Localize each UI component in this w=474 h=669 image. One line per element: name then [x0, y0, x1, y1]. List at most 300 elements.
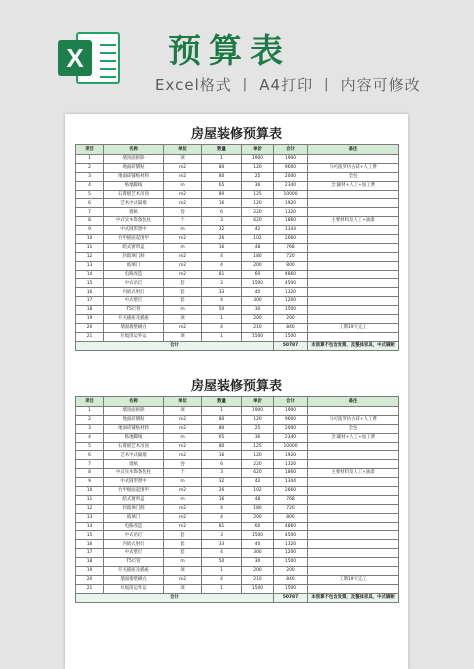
table-cell: 9600: [274, 415, 308, 424]
table-cell: 9: [76, 478, 104, 487]
table-cell: 内嵌式射灯: [104, 540, 164, 549]
table-cell: 4500: [274, 279, 308, 288]
column-header: 单价: [242, 397, 274, 407]
table-cell: [308, 243, 399, 252]
table-row: [76, 451, 399, 460]
column-header: 名称: [104, 397, 164, 407]
table-cell: 个: [164, 217, 202, 226]
table-row: [76, 172, 399, 181]
column-header: 数量: [202, 145, 242, 155]
table-cell: 1500: [242, 584, 274, 593]
table-cell: [308, 199, 399, 208]
table-cell: 8: [76, 469, 104, 478]
table-cell: 墙纸: [104, 460, 164, 469]
table-cell: 15: [76, 279, 104, 288]
table-cell: 10: [76, 235, 104, 244]
table-cell: 20: [76, 323, 104, 332]
table-cell: 3: [202, 469, 242, 478]
table-cell: 1: [202, 584, 242, 593]
table-cell: 48: [242, 495, 274, 504]
table-cell: [308, 567, 399, 576]
table-cell: 16: [76, 540, 104, 549]
table-cell: 垃圾清运外运: [104, 332, 164, 341]
table-row: [76, 522, 399, 531]
table-row: [76, 226, 399, 235]
table-cell: 32: [202, 478, 242, 487]
table-cell: 5: [76, 190, 104, 199]
table-cell: [308, 208, 399, 217]
table-row: [76, 315, 399, 324]
table-cell: 电路改造: [104, 270, 164, 279]
table-cell: 贴地脚线: [104, 181, 164, 190]
table-cell: 6: [76, 199, 104, 208]
table-cell: 16: [202, 243, 242, 252]
table-cell: 石膏板艺术吊顶: [104, 442, 164, 451]
table-cell: 10000: [274, 442, 308, 451]
table-row: [76, 495, 399, 504]
table-cell: 4: [202, 513, 242, 522]
table-cell: 200: [274, 567, 308, 576]
column-header: 单位: [164, 397, 202, 407]
table-cell: m: [164, 226, 202, 235]
table-cell: 36: [242, 433, 274, 442]
budget-table: [75, 144, 399, 351]
table-cell: 2660: [274, 487, 308, 496]
table-row: [76, 433, 399, 442]
total-row: [76, 593, 399, 602]
table-cell: m2: [164, 424, 202, 433]
table-row: [76, 155, 399, 164]
table-cell: 中式壁灯: [104, 549, 164, 558]
table-cell: m2: [164, 415, 202, 424]
budget-table: [75, 396, 399, 603]
table-cell: 马可波罗仿古砖+人工费: [308, 415, 399, 424]
table-cell: m2: [164, 163, 202, 172]
table-cell: 4860: [274, 522, 308, 531]
table-cell: 个: [164, 469, 202, 478]
table-cell: 19: [76, 567, 104, 576]
table-cell: 1344: [274, 226, 308, 235]
table-cell: [308, 513, 399, 522]
table-cell: 80: [202, 442, 242, 451]
table-cell: 2000: [274, 424, 308, 433]
table-row: [76, 323, 399, 332]
table-cell: 180: [242, 252, 274, 261]
banner-header: [0, 0, 474, 110]
table-row: [76, 424, 399, 433]
table-row: [76, 460, 399, 469]
table-row: [76, 407, 399, 416]
table-cell: 主要材料及人工+油漆: [308, 217, 399, 226]
table-row: [76, 279, 399, 288]
table-row: [76, 504, 399, 513]
table-cell: 9600: [274, 163, 308, 172]
table-cell: 620: [242, 469, 274, 478]
table-cell: 马可波罗仿古砖+人工费: [308, 163, 399, 172]
table-cell: 地面砖铺贴: [104, 415, 164, 424]
table-row: [76, 531, 399, 540]
table-cell: 4: [202, 575, 242, 584]
table-cell: 14: [76, 522, 104, 531]
table-cell: 地面砖铺贴: [104, 163, 164, 172]
table-cell: 1: [202, 567, 242, 576]
table-cell: 120: [242, 451, 274, 460]
table-cell: 720: [274, 252, 308, 261]
table-cell: 120: [242, 163, 274, 172]
total-label: 合计: [76, 341, 274, 350]
table-cell: 1: [202, 332, 242, 341]
table-cell: 全包: [308, 424, 399, 433]
table-cell: 80: [202, 190, 242, 199]
table-cell: 4500: [274, 531, 308, 540]
table-cell: 4: [202, 549, 242, 558]
table-cell: T5灯管: [104, 306, 164, 315]
table-cell: 80: [202, 163, 242, 172]
table-cell: [308, 495, 399, 504]
table-cell: [308, 332, 399, 341]
table-cell: 1500: [274, 306, 308, 315]
table-cell: 9: [76, 226, 104, 235]
table-cell: 18: [76, 558, 104, 567]
table-cell: 艺术中式隔墙: [104, 199, 164, 208]
table-cell: 25: [242, 424, 274, 433]
table-row: [76, 243, 399, 252]
table-cell: 1500: [242, 279, 274, 288]
table-cell: 1900: [242, 155, 274, 164]
table-cell: 墙顶面拆除: [104, 155, 164, 164]
table-cell: 36: [242, 181, 274, 190]
table-cell: 墙纸: [104, 208, 164, 217]
table-cell: 封玻璃门洞: [104, 504, 164, 513]
table-cell: m: [164, 433, 202, 442]
table-cell: 垃圾清运外运: [104, 584, 164, 593]
table-row: [76, 181, 399, 190]
excel-logo-icon: [58, 28, 122, 88]
table-cell: 1500: [242, 531, 274, 540]
table-cell: 中式圆形窗中: [104, 226, 164, 235]
table-row: [76, 584, 399, 593]
table-cell: 1: [202, 407, 242, 416]
table-row: [76, 415, 399, 424]
table-cell: 中式实木饰条包柱: [104, 217, 164, 226]
table-cell: [308, 190, 399, 199]
table-cell: m: [164, 306, 202, 315]
table-cell: m2: [164, 190, 202, 199]
table-cell: 30: [242, 306, 274, 315]
table-cell: 210: [242, 575, 274, 584]
table-cell: 26: [202, 487, 242, 496]
table-cell: 套: [164, 549, 202, 558]
table-cell: 项: [164, 315, 202, 324]
table-cell: 4: [76, 433, 104, 442]
table-cell: [308, 155, 399, 164]
table-cell: [308, 270, 399, 279]
table-cell: 1500: [274, 332, 308, 341]
table-row: [76, 513, 399, 522]
table-cell: 3: [76, 172, 104, 181]
table-row: [76, 567, 399, 576]
table-cell: 墙面墙壁刷白: [104, 323, 164, 332]
table-cell: 含:辅材+人工+加工费: [308, 181, 399, 190]
table-cell: [308, 252, 399, 261]
table-cell: 18: [76, 306, 104, 315]
table-cell: 42: [242, 226, 274, 235]
table-cell: 50: [202, 558, 242, 567]
table-cell: 中式圆形窗中: [104, 478, 164, 487]
table-cell: 2340: [274, 433, 308, 442]
table-cell: 768: [274, 495, 308, 504]
table-row: [76, 549, 399, 558]
table-cell: 石膏板艺术吊顶: [104, 190, 164, 199]
table-cell: [308, 407, 399, 416]
table-cell: [308, 460, 399, 469]
table-cell: m: [164, 243, 202, 252]
sheet-title: 房屋装修预算表: [190, 379, 282, 394]
table-cell: 3: [76, 424, 104, 433]
table-cell: 1320: [274, 460, 308, 469]
table-cell: [308, 531, 399, 540]
table-cell: 17: [76, 549, 104, 558]
table-cell: m: [164, 478, 202, 487]
table-cell: 1200: [274, 549, 308, 558]
table-cell: 1860: [274, 217, 308, 226]
table-cell: [308, 584, 399, 593]
table-cell: [308, 540, 399, 549]
table-cell: m2: [164, 323, 202, 332]
column-header: 数量: [202, 397, 242, 407]
table-cell: 12: [76, 504, 104, 513]
table-cell: 30: [242, 558, 274, 567]
table-row: [76, 540, 399, 549]
column-header: 合计: [274, 397, 308, 407]
table-cell: 4: [202, 504, 242, 513]
table-cell: 暗式窗帘盒: [104, 243, 164, 252]
total-label: 合计: [76, 593, 274, 602]
table-cell: 套: [164, 531, 202, 540]
table-row: [76, 332, 399, 341]
table-cell: 封玻璃门洞: [104, 252, 164, 261]
table-cell: 15: [76, 531, 104, 540]
table-cell: 3: [202, 279, 242, 288]
table-cell: 33: [202, 288, 242, 297]
table-cell: 840: [274, 575, 308, 584]
table-cell: m2: [164, 270, 202, 279]
table-cell: 4: [202, 261, 242, 270]
table-cell: 60: [242, 270, 274, 279]
table-row: [76, 199, 399, 208]
table-cell: 11: [76, 243, 104, 252]
table-cell: 125: [242, 442, 274, 451]
table-cell: 项: [164, 155, 202, 164]
table-cell: 1: [76, 155, 104, 164]
table-cell: [308, 558, 399, 567]
table-cell: 3: [202, 217, 242, 226]
table-cell: 200: [242, 567, 274, 576]
table-cell: 220: [242, 460, 274, 469]
table-cell: 11: [76, 495, 104, 504]
table-cell: 电路改造: [104, 522, 164, 531]
table-cell: 1: [76, 407, 104, 416]
table-cell: 768: [274, 243, 308, 252]
column-header: 单价: [242, 145, 274, 155]
table-cell: m2: [164, 235, 202, 244]
table-cell: [308, 451, 399, 460]
table-cell: 81: [202, 522, 242, 531]
excel-logo-letter: X: [58, 40, 92, 76]
table-cell: 620: [242, 217, 274, 226]
budget-sheet-1: [75, 126, 398, 351]
table-cell: 工期19天完工: [308, 323, 399, 332]
table-cell: 贴地脚线: [104, 433, 164, 442]
table-cell: 中式壁灯: [104, 297, 164, 306]
table-row: [76, 217, 399, 226]
table-cell: 200: [242, 261, 274, 270]
table-cell: 20: [76, 575, 104, 584]
table-cell: [308, 235, 399, 244]
table-row: [76, 270, 399, 279]
table-cell: 开关插座及插座: [104, 567, 164, 576]
table-cell: [308, 315, 399, 324]
table-cell: 40: [242, 288, 274, 297]
total-amount: 50787: [274, 341, 308, 350]
table-cell: [308, 279, 399, 288]
total-note: 本预算不包含发票，及整体家具，中式隔断: [308, 593, 399, 602]
table-cell: 210: [242, 323, 274, 332]
table-cell: m2: [164, 522, 202, 531]
table-cell: 80: [202, 424, 242, 433]
table-row: [76, 190, 399, 199]
table-cell: 32: [202, 226, 242, 235]
column-header: 合计: [274, 145, 308, 155]
table-cell: 主要材料及人工+油漆: [308, 469, 399, 478]
table-cell: 2660: [274, 235, 308, 244]
table-cell: 1860: [274, 469, 308, 478]
table-cell: 12: [76, 252, 104, 261]
table-cell: 地面砖铺贴材料: [104, 424, 164, 433]
table-cell: [308, 549, 399, 558]
table-cell: 13: [76, 513, 104, 522]
table-cell: 1900: [274, 407, 308, 416]
table-cell: 项: [164, 567, 202, 576]
table-cell: [308, 261, 399, 270]
total-row: [76, 341, 399, 350]
table-cell: [308, 442, 399, 451]
table-cell: m2: [164, 199, 202, 208]
table-cell: 1344: [274, 478, 308, 487]
table-cell: 42: [242, 478, 274, 487]
table-cell: 4860: [274, 270, 308, 279]
table-cell: 项: [164, 584, 202, 593]
page-subtitle: Excel格式 丨 A4打印 丨 内容可修改: [155, 76, 421, 94]
column-header: 项目: [76, 397, 104, 407]
table-cell: 5: [76, 442, 104, 451]
table-cell: 墙面墙壁刷白: [104, 575, 164, 584]
table-cell: 1320: [274, 208, 308, 217]
table-cell: 工期19天完工: [308, 575, 399, 584]
table-cell: 200: [242, 315, 274, 324]
table-cell: 3: [202, 531, 242, 540]
table-cell: 125: [242, 190, 274, 199]
table-cell: 200: [242, 513, 274, 522]
table-cell: 60: [242, 522, 274, 531]
table-cell: 14: [76, 270, 104, 279]
table-cell: m2: [164, 261, 202, 270]
table-cell: m2: [164, 442, 202, 451]
table-row: [76, 163, 399, 172]
table-cell: 19: [76, 315, 104, 324]
table-cell: 1320: [274, 288, 308, 297]
table-cell: m2: [164, 451, 202, 460]
table-cell: 中式吊灯: [104, 279, 164, 288]
table-cell: 21: [76, 584, 104, 593]
table-cell: 33: [202, 540, 242, 549]
table-cell: 800: [274, 261, 308, 270]
table-cell: [308, 504, 399, 513]
table-row: [76, 575, 399, 584]
table-cell: 16: [202, 495, 242, 504]
table-cell: 2: [76, 163, 104, 172]
table-cell: 1500: [274, 584, 308, 593]
table-cell: m2: [164, 504, 202, 513]
table-cell: 6: [202, 460, 242, 469]
table-cell: 10000: [274, 190, 308, 199]
table-cell: 含:辅材+人工+加工费: [308, 433, 399, 442]
table-cell: 180: [242, 504, 274, 513]
table-cell: m2: [164, 513, 202, 522]
column-header: 单位: [164, 145, 202, 155]
table-cell: 套: [164, 288, 202, 297]
table-cell: 16: [202, 199, 242, 208]
table-cell: 艺术中式隔墙: [104, 451, 164, 460]
table-header-row: [76, 397, 399, 407]
table-cell: 840: [274, 323, 308, 332]
table-cell: 卷: [164, 460, 202, 469]
table-cell: 7: [76, 460, 104, 469]
table-cell: 80: [202, 415, 242, 424]
table-cell: 13: [76, 261, 104, 270]
table-cell: 1500: [274, 558, 308, 567]
table-cell: m: [164, 181, 202, 190]
table-cell: T5灯管: [104, 558, 164, 567]
table-cell: m: [164, 495, 202, 504]
table-row: [76, 478, 399, 487]
table-cell: m: [164, 558, 202, 567]
table-cell: 6: [202, 208, 242, 217]
table-row: [76, 469, 399, 478]
table-cell: 2000: [274, 172, 308, 181]
table-cell: 1: [202, 155, 242, 164]
table-cell: 墙顶面拆除: [104, 407, 164, 416]
table-cell: 720: [274, 504, 308, 513]
table-row: [76, 235, 399, 244]
table-cell: 4: [202, 297, 242, 306]
table-cell: 50: [202, 306, 242, 315]
table-cell: [308, 226, 399, 235]
table-cell: 1900: [242, 407, 274, 416]
table-cell: 中式吊灯: [104, 531, 164, 540]
column-header: 备注: [308, 145, 399, 155]
table-cell: 81: [202, 270, 242, 279]
table-cell: 120: [242, 199, 274, 208]
table-cell: 1: [202, 315, 242, 324]
table-cell: m2: [164, 487, 202, 496]
total-note: 本预算不包含发票，及整体家具，中式隔断: [308, 341, 399, 350]
table-header-row: [76, 145, 399, 155]
document-paper: [65, 114, 408, 669]
table-cell: 全包: [308, 172, 399, 181]
table-cell: 200: [274, 315, 308, 324]
table-cell: 套: [164, 279, 202, 288]
